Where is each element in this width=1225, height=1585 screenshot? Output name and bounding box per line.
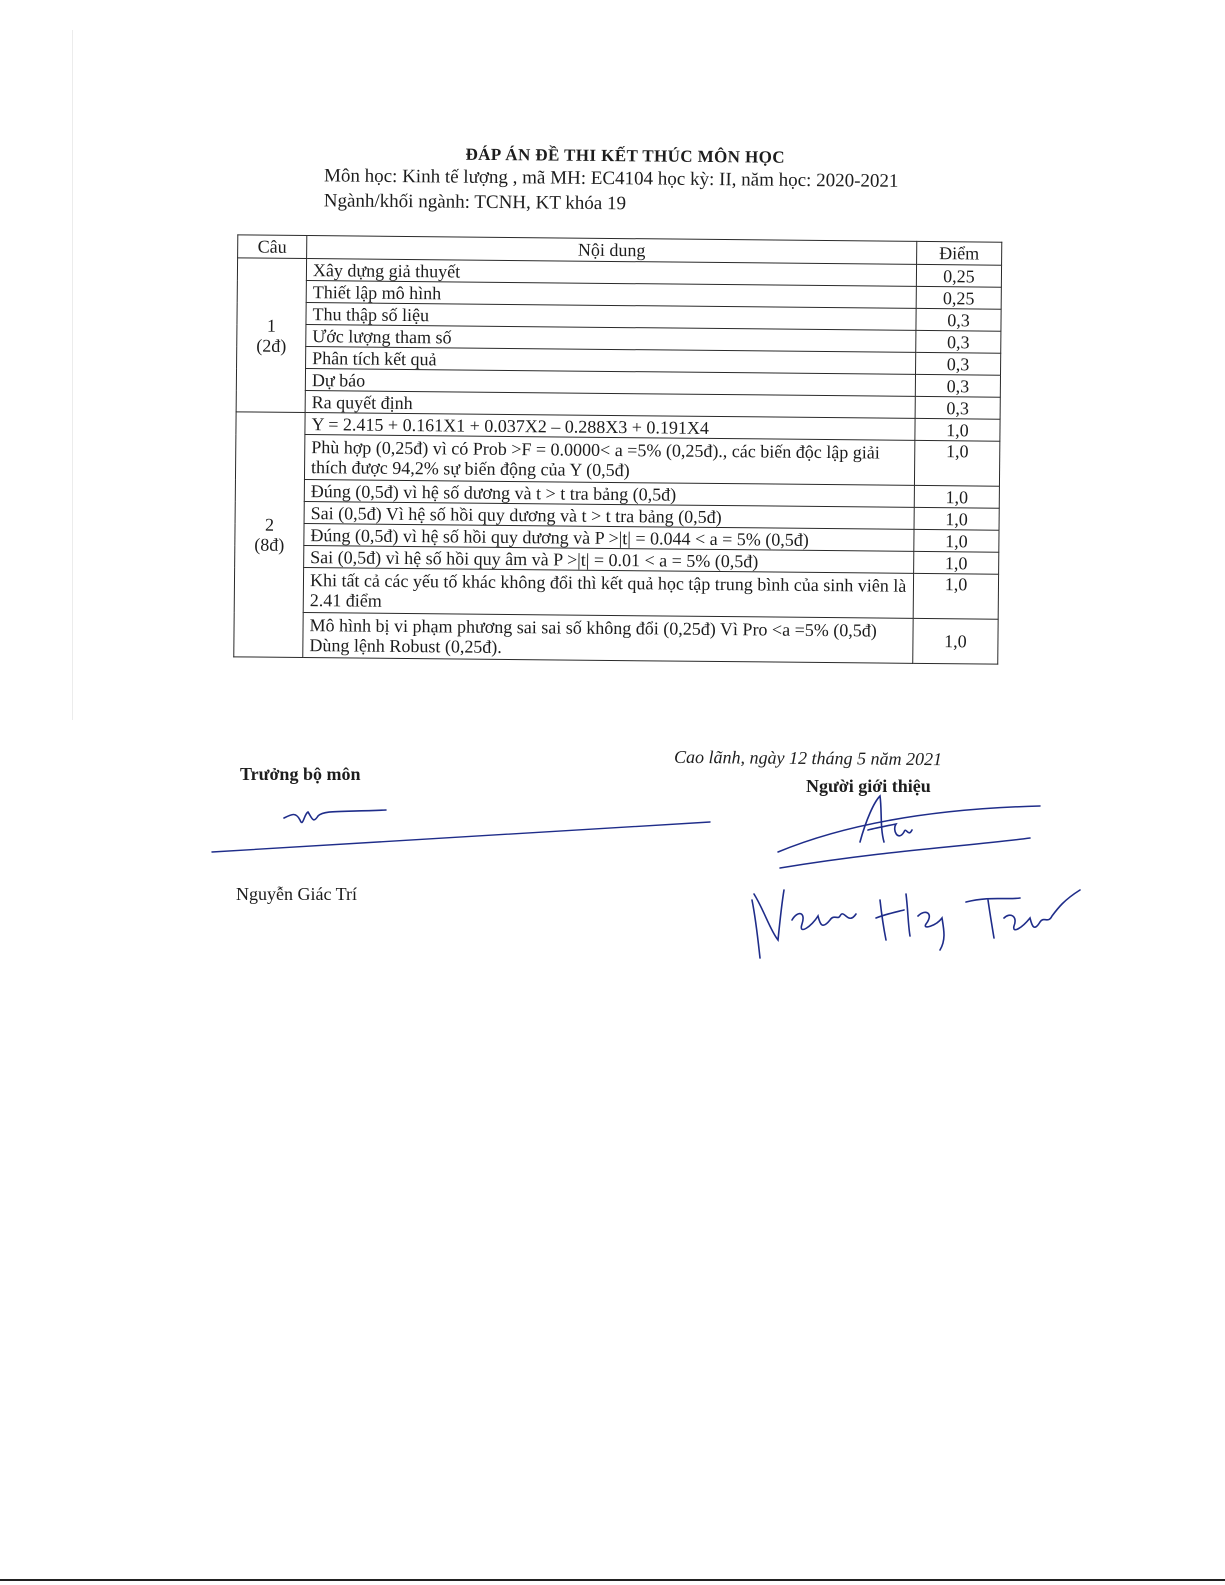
row-score: 0,25 [916,286,1001,309]
table-row [234,612,998,664]
document-title: ĐÁP ÁN ĐỀ THI KẾT THÚC MÔN HỌC [465,144,786,167]
question-2-cell [234,412,305,658]
row-content: Thiết lập mô hình [306,281,916,309]
question-number: 2 [264,514,275,535]
row-content: Đúng (0,5đ) vì hệ số dương và t > t tra bảng (0,5đ) [304,480,914,508]
answer-table-container [233,234,1002,664]
row-score: 1,0 [913,573,998,619]
row-score: 1,0 [914,485,999,508]
department-head-title: Trưởng bộ môn [240,764,361,784]
scan-edge [72,30,73,720]
major-info: Ngành/khối ngành: TCNH, KT khóa 19 [323,190,627,215]
page-bottom-border [0,1579,1225,1581]
row-content: Sai (0,5đ) Vì hệ số hồi quy dương và t > t tra bảng (0,5đ) [304,502,914,530]
row-content: Phân tích kết quả [306,347,916,375]
header-score: Điểm [917,241,1002,265]
row-score: 1,0 [913,618,998,664]
table-row [235,434,999,486]
answer-table [233,234,1002,664]
introducer-title: Người giới thiệu [806,776,931,796]
row-score: 1,0 [914,507,999,530]
table-row [234,567,998,619]
row-score: 0,3 [916,308,1001,331]
row-score: 0,25 [916,264,1001,287]
row-content: Ra quyết định [305,391,915,419]
course-info: Môn học: Kinh tế lượng , mã MH: EC4104 học kỳ: II, năm học: 2020-2021 [323,165,899,192]
row-score: 1,0 [914,551,999,574]
row-content: Mô hình bị vi phạm phương sai sai số không đổi (0,25đ) Vì Pro <a =5% (0,5đ) Dùng lệnh Robust (0,25đ). [303,613,913,664]
row-content: Khi tất cả các yếu tố khác không đổi thì kết quả học tập trung bình của sinh viên là 2.41 điểm [303,568,913,619]
row-score: 0,3 [915,374,1000,397]
row-score: 1,0 [915,418,1000,441]
row-score: 0,3 [915,396,1000,419]
document-header [2,0,1225,215]
row-content: Dự báo [305,369,915,397]
header-content: Nội dung [307,236,917,265]
row-content: Đúng (0,5đ) vì hệ số hồi quy dương và P >|t| = 0.044 < a = 5% (0,5đ) [304,524,914,552]
department-head-signature [200,800,720,870]
row-score: 1,0 [914,440,999,486]
row-content: Sai (0,5đ) vì hệ số hồi quy âm và P >|t| = 0.01 < a = 5% (0,5đ) [304,546,914,574]
row-score: 0,3 [916,330,1001,353]
header-cau: Câu [238,235,307,259]
introducer-signature [740,790,1100,970]
row-content: Y = 2.415 + 0.161X1 + 0.037X2 – 0.288X3 + 0.191X4 [305,413,915,441]
row-content: Ước lượng tham số [306,325,916,353]
department-head-name: Nguyễn Giác Trí [236,884,357,904]
row-score: 1,0 [914,529,999,552]
row-content: Thu thập số liệu [306,303,916,331]
question-number: 1 [266,315,277,336]
row-content: Phù hợp (0,25đ) vì có Prob >F = 0.0000< a =5% (0,25đ)., các biến độc lập giải thích được 94,2% sự biến động của Y (0,5đ) [304,435,914,486]
row-content: Xây dựng giả thuyết [306,259,916,287]
place-date: Cao lãnh, ngày 12 tháng 5 năm 2021 [673,746,943,770]
question-points: (8đ) [254,534,285,555]
row-score: 0,3 [916,352,1001,375]
question-points: (2đ) [256,335,287,356]
question-1-cell [236,258,306,413]
